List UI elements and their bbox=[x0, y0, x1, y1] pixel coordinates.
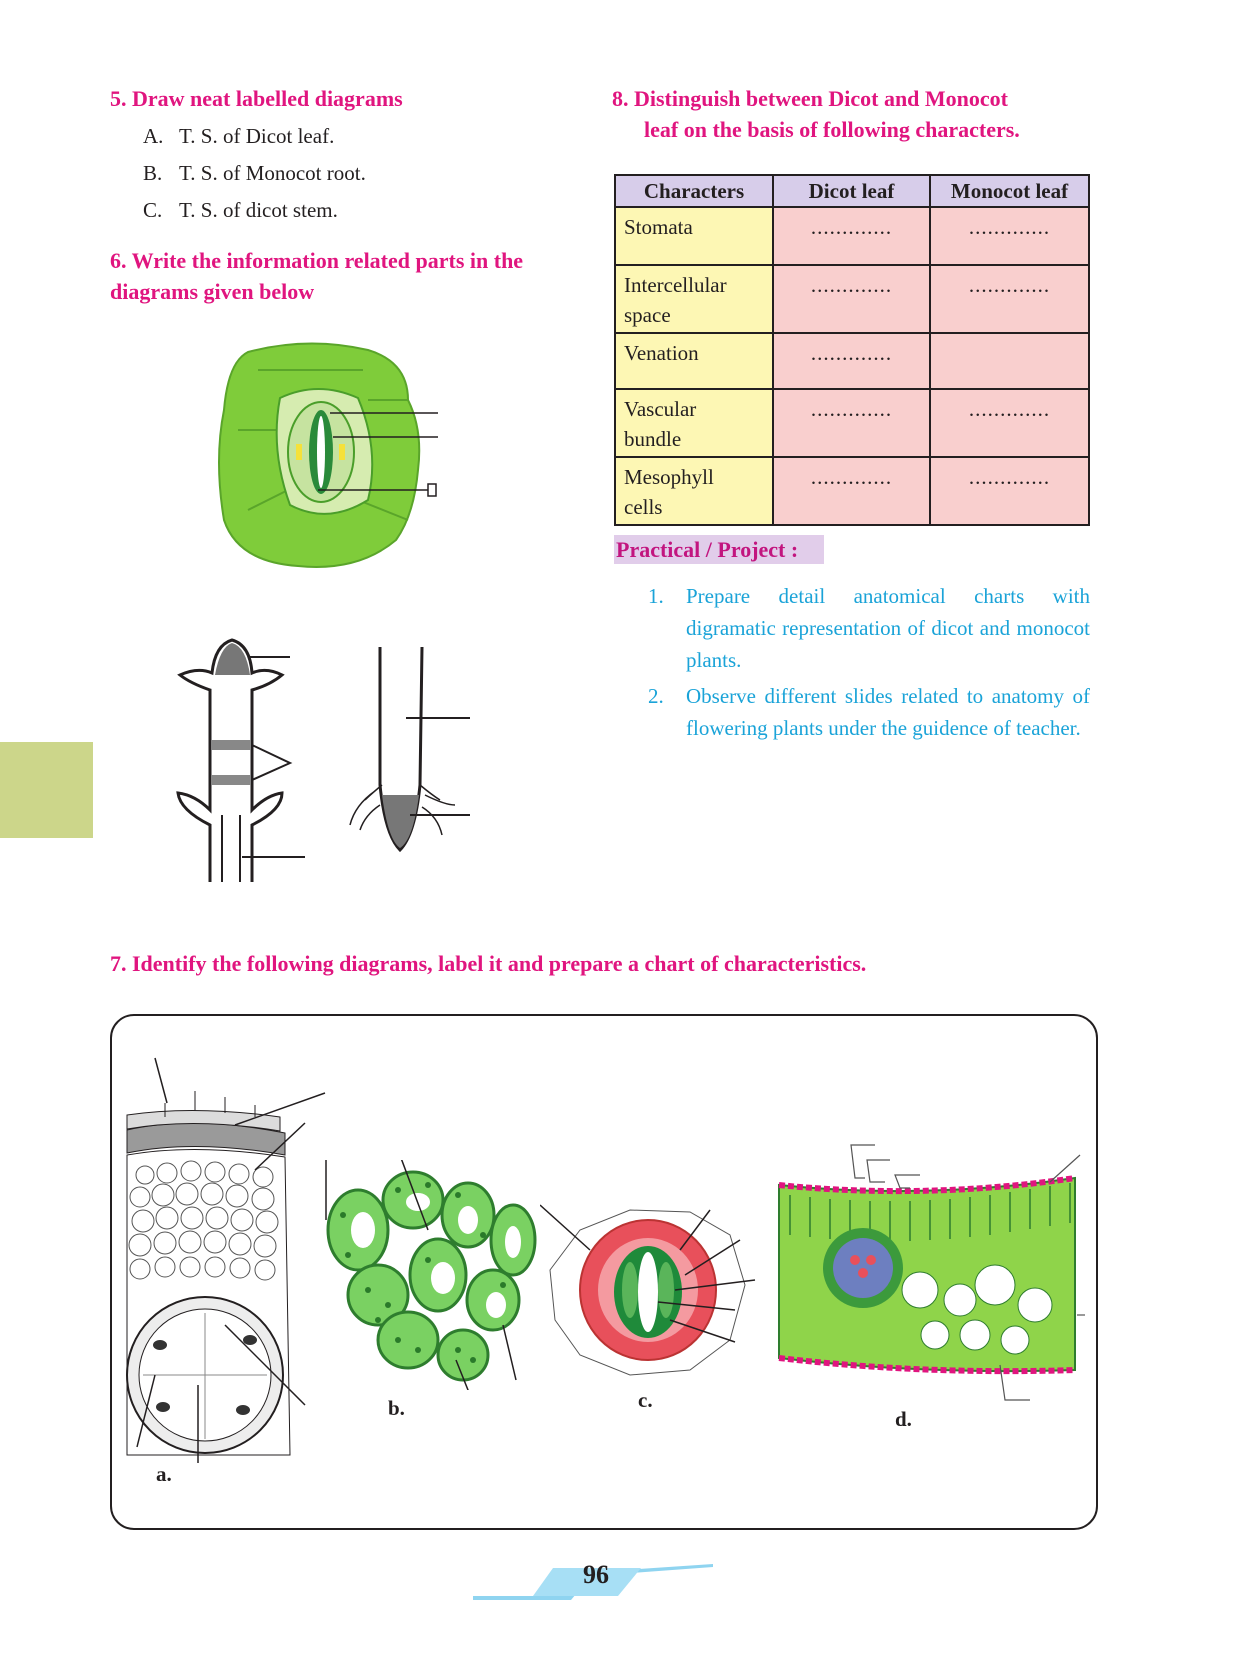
header-dicot-leaf: Dicot leaf bbox=[773, 175, 930, 207]
row-character bbox=[615, 457, 773, 525]
character-label: space bbox=[624, 303, 671, 327]
q5-item-letter: B. bbox=[143, 161, 163, 185]
diagram-b-chlorenchyma bbox=[318, 1160, 548, 1390]
table-row bbox=[615, 333, 1089, 389]
q5-heading: 5. Draw neat labelled diagrams bbox=[110, 86, 403, 111]
practical-item-text: Observe different slides related to anatomy of flowering plants under the guidence of teacher. bbox=[686, 684, 1090, 740]
row-character bbox=[615, 265, 773, 333]
dicot-cell: ............. bbox=[773, 389, 930, 457]
caption-c: c. bbox=[638, 1388, 653, 1412]
practical-list bbox=[648, 580, 1090, 744]
side-tab-marker bbox=[0, 742, 93, 838]
diagram-c-stomata bbox=[540, 1190, 770, 1390]
caption-d: d. bbox=[895, 1407, 912, 1431]
practical-item-number: 2. bbox=[648, 684, 664, 708]
page-number: 96 bbox=[583, 1560, 609, 1589]
q6-heading-line1: 6. Write the information related parts in the bbox=[110, 248, 524, 273]
q5-item-a bbox=[143, 118, 334, 154]
q8-heading-line1: 8. Distinguish between Dicot and Monocot bbox=[612, 86, 1009, 111]
row-character bbox=[615, 333, 773, 389]
q5-item-letter: A. bbox=[143, 124, 164, 148]
dicot-cell: ............. bbox=[773, 457, 930, 525]
row-character bbox=[615, 207, 773, 265]
q5-item-c bbox=[143, 192, 338, 228]
row-character bbox=[615, 389, 773, 457]
practical-item-text: Prepare detail anatomical charts with digramatic representation of dicot and monocot plants. bbox=[686, 584, 1090, 672]
root-tip-diagram bbox=[350, 647, 470, 850]
character-label: Intercellular bbox=[624, 273, 727, 297]
dicot-cell: ............. bbox=[773, 265, 930, 333]
q6-heading bbox=[110, 245, 523, 307]
q8-heading-line2: leaf on the basis of following characters. bbox=[644, 117, 1020, 142]
stomata-figure bbox=[218, 340, 448, 572]
q5-item-text: T. S. of Dicot leaf. bbox=[179, 124, 335, 148]
table-row bbox=[615, 457, 1089, 525]
practical-item bbox=[648, 680, 1090, 744]
character-label: bundle bbox=[624, 427, 682, 451]
caption-b: b. bbox=[388, 1396, 405, 1420]
character-label: Stomata bbox=[624, 215, 693, 239]
monocot-cell: ............. bbox=[930, 457, 1089, 525]
character-label: Vascular bbox=[624, 397, 697, 421]
diagram-a-root-ts bbox=[115, 1055, 335, 1470]
table-row bbox=[615, 265, 1089, 333]
header-monocot-leaf: Monocot leaf bbox=[930, 175, 1089, 207]
dicot-cell: ............. bbox=[773, 207, 930, 265]
q5-item-text: T. S. of dicot stem. bbox=[179, 198, 338, 222]
monocot-cell: ............. bbox=[930, 207, 1089, 265]
table-row bbox=[615, 389, 1089, 457]
practical-item-number: 1. bbox=[648, 584, 664, 608]
monocot-cell: ............. bbox=[930, 389, 1089, 457]
character-label: cells bbox=[624, 495, 663, 519]
character-label: Venation bbox=[624, 341, 699, 365]
practical-title: Practical / Project : bbox=[614, 535, 824, 564]
caption-a: a. bbox=[156, 1462, 172, 1486]
character-label: Mesophyll bbox=[624, 465, 714, 489]
q8-heading bbox=[612, 83, 1020, 145]
comparison-table bbox=[614, 174, 1090, 526]
header-characters: Characters bbox=[615, 175, 773, 207]
monocot-cell: ............. bbox=[930, 265, 1089, 333]
q5-item-letter: C. bbox=[143, 198, 163, 222]
table-header-row bbox=[615, 175, 1089, 207]
q7-heading: 7. Identify the following diagrams, label it and prepare a chart of characteristics. bbox=[110, 951, 867, 976]
dicot-cell: ............. bbox=[773, 333, 930, 389]
monocot-cell bbox=[930, 333, 1089, 389]
q5-item-b bbox=[143, 155, 366, 191]
table-row bbox=[615, 207, 1089, 265]
practical-section bbox=[614, 537, 824, 563]
shoot-apex-diagram bbox=[178, 640, 305, 882]
q5-item-text: T. S. of Monocot root. bbox=[179, 161, 366, 185]
diagram-d-leaf-ts bbox=[775, 1120, 1085, 1420]
apex-figures bbox=[170, 635, 490, 887]
q6-heading-line2: diagrams given below bbox=[110, 279, 315, 304]
practical-item bbox=[648, 580, 1090, 676]
